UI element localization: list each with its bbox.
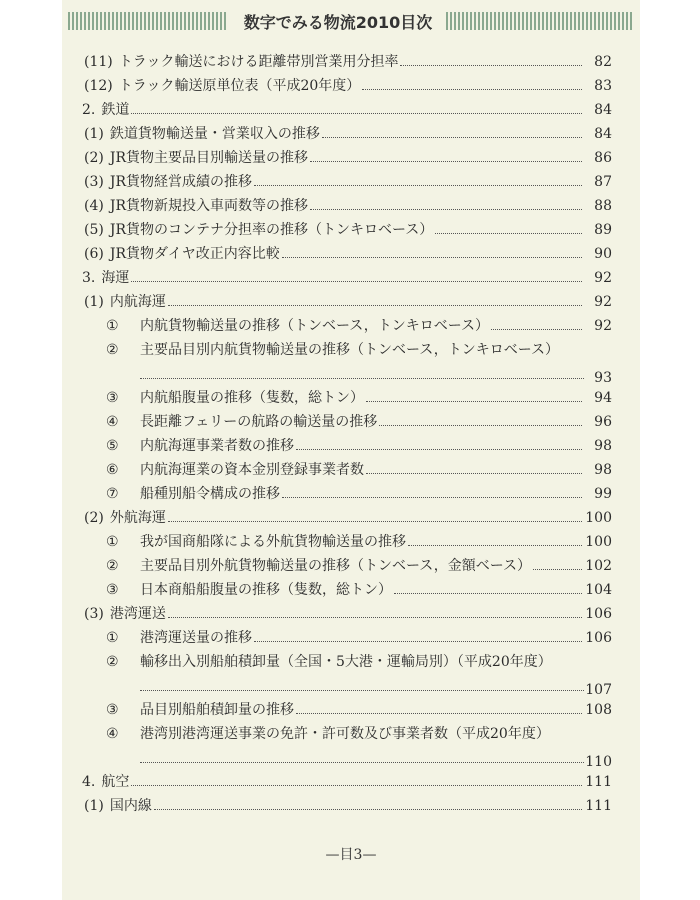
- toc-entry-number: 4.: [82, 774, 96, 790]
- toc-entry[interactable]: [62, 194, 640, 218]
- dot-leader: [282, 257, 582, 258]
- toc-entry-label: [106, 626, 252, 650]
- toc-entry[interactable]: [62, 338, 640, 386]
- toc-entry-label: [106, 410, 377, 434]
- toc-entry-number: (2): [84, 150, 104, 166]
- toc-entry-label: [106, 314, 489, 338]
- toc-entry-number: ⑥: [106, 462, 119, 478]
- toc-entry-page: 102: [585, 558, 612, 574]
- toc-entry-title: 主要品目別内航貨物輸送量の推移（トンベース，トンキロベース）: [140, 342, 560, 358]
- dot-leader: [131, 785, 582, 786]
- toc-entry-title: 鉄道: [101, 102, 130, 118]
- toc-entry-number: (1): [84, 294, 104, 310]
- toc-entry-page: 83: [594, 78, 612, 94]
- toc-entry[interactable]: [62, 410, 640, 434]
- toc-entry-title: 港湾運送量の推移: [140, 630, 252, 646]
- toc-entry-page: 94: [594, 390, 612, 406]
- toc-entry[interactable]: [62, 218, 640, 242]
- dot-leader: [400, 65, 582, 66]
- dot-leader: [140, 690, 584, 691]
- toc-entry-page: 111: [585, 774, 612, 790]
- toc-entry[interactable]: [62, 50, 640, 74]
- toc-entry-label: [82, 98, 129, 122]
- toc-entry-label: [82, 770, 129, 794]
- toc-entry-page: 93: [594, 370, 612, 386]
- toc-entry-title: 日本商船船腹量の推移（隻数，総トン）: [140, 582, 392, 598]
- toc-entry-number: ②: [106, 558, 119, 574]
- toc-entry-title: 内航貨物輸送量の推移（トンベース，トンキロベース）: [140, 318, 490, 334]
- toc-entry-number: ①: [106, 318, 119, 334]
- toc-entry-title: 主要品目別外航貨物輸送量の推移（トンベース，金額ベース）: [140, 558, 532, 574]
- toc-entry-page: 111: [585, 798, 612, 814]
- toc-entry-title: 内航海運事業者数の推移: [140, 438, 294, 454]
- toc-entry-page: 92: [594, 294, 612, 310]
- toc-entry-label: [106, 482, 280, 506]
- toc-entry-label: [84, 170, 252, 194]
- dot-leader: [491, 329, 582, 330]
- toc-entry-number: (11): [84, 54, 113, 70]
- toc-entry[interactable]: [62, 794, 640, 818]
- toc-entry[interactable]: [62, 314, 640, 338]
- toc-entry[interactable]: [62, 530, 640, 554]
- dot-leader: [154, 809, 582, 810]
- toc-entry-page: 90: [594, 246, 612, 262]
- toc-entry[interactable]: [62, 122, 640, 146]
- toc-entry-number: (6): [84, 246, 104, 262]
- toc-entry-number: (12): [84, 78, 113, 94]
- toc-entry-number: (1): [84, 126, 104, 142]
- toc-entry-title: JR貨物主要品目別輸送量の推移: [109, 150, 308, 166]
- toc-entry-title: 長距離フェリーの航路の輸送量の推移: [140, 414, 378, 430]
- toc-entry-page: 87: [594, 174, 612, 190]
- toc-entry-title: 海運: [101, 270, 130, 286]
- dot-leader: [254, 185, 582, 186]
- toc-entry-title: 内航海運: [109, 294, 166, 310]
- table-of-contents: [62, 50, 640, 818]
- dot-leader: [168, 521, 582, 522]
- toc-entry-title: 輸移出入別船舶積卸量（全国・5大港・運輸局別）（平成20年度）: [140, 654, 552, 670]
- toc-entry-title: 船種別船令構成の推移: [140, 486, 280, 502]
- toc-entry-number: (1): [84, 798, 104, 814]
- toc-entry[interactable]: [62, 74, 640, 98]
- dot-leader: [131, 281, 582, 282]
- toc-entry-number: (4): [84, 198, 104, 214]
- toc-entry-page: 99: [594, 486, 612, 502]
- toc-entry-title: 内航海運業の資本金別登録事業者数: [140, 462, 364, 478]
- dot-leader: [379, 425, 582, 426]
- toc-entry-page: 110: [585, 754, 612, 770]
- toc-entry-number: ③: [106, 390, 119, 406]
- toc-entry-number: (5): [84, 222, 104, 238]
- dot-leader: [322, 137, 582, 138]
- toc-entry[interactable]: [62, 698, 640, 722]
- toc-entry-label: [84, 602, 166, 626]
- toc-entry[interactable]: [62, 290, 640, 314]
- toc-entry-title: JR貨物のコンテナ分担率の推移（トンキロベース）: [109, 222, 434, 238]
- page-title: 数字でみる物流2010目次: [243, 13, 433, 32]
- header-stripes-right: [446, 12, 634, 30]
- toc-entry-title: JR貨物ダイヤ改正内容比較: [109, 246, 280, 262]
- toc-entry-title: JR貨物経営成績の推移: [109, 174, 252, 190]
- toc-entry-title: 我が国商船隊による外航貨物輸送量の推移: [140, 534, 406, 550]
- toc-entry-label: [106, 434, 294, 458]
- toc-entry-number: 2.: [82, 102, 96, 118]
- dot-leader: [533, 569, 582, 570]
- toc-entry-number: ③: [106, 702, 119, 718]
- dot-leader: [168, 305, 582, 306]
- toc-entry-title: 港湾別港湾運送事業の免許・許可数及び事業者数（平成20年度）: [140, 726, 550, 742]
- toc-entry[interactable]: [62, 722, 640, 770]
- toc-entry-label: [84, 194, 308, 218]
- toc-entry-number: ④: [106, 726, 119, 742]
- toc-entry-page: 108: [585, 702, 612, 718]
- toc-entry-label: [84, 506, 166, 530]
- dot-leader: [296, 713, 582, 714]
- toc-entry-number: (2): [84, 510, 104, 526]
- toc-entry-title: トラック輸送原単位表（平成20年度）: [118, 78, 361, 94]
- dot-leader: [362, 89, 582, 90]
- toc-entry[interactable]: [62, 506, 640, 530]
- page-header: [62, 8, 640, 36]
- toc-entry-label: [84, 218, 433, 242]
- toc-entry-label: [84, 50, 398, 74]
- toc-entry[interactable]: [62, 458, 640, 482]
- toc-entry[interactable]: [62, 386, 640, 410]
- toc-entry-page: 82: [594, 54, 612, 70]
- toc-entry-number: ④: [106, 414, 119, 430]
- toc-entry-label: [106, 578, 392, 602]
- toc-entry-number: ②: [106, 342, 119, 358]
- page-number-footer: —目3—: [325, 847, 377, 863]
- toc-entry[interactable]: [62, 578, 640, 602]
- toc-entry-page: 104: [585, 582, 612, 598]
- toc-entry[interactable]: [62, 170, 640, 194]
- dot-leader: [282, 497, 582, 498]
- toc-entry-page: 96: [594, 414, 612, 430]
- toc-entry-label: [84, 242, 280, 266]
- toc-entry-title: JR貨物新規投入車両数等の推移: [109, 198, 308, 214]
- toc-entry-label: [84, 122, 320, 146]
- toc-entry-number: ③: [106, 582, 119, 598]
- toc-entry-title: 港湾運送: [109, 606, 166, 622]
- dot-leader: [296, 449, 582, 450]
- toc-entry-page: 84: [594, 102, 612, 118]
- toc-entry-page: 106: [585, 606, 612, 622]
- toc-entry[interactable]: [62, 602, 640, 626]
- toc-entry-number: ②: [106, 654, 119, 670]
- toc-entry[interactable]: [62, 650, 640, 698]
- toc-entry[interactable]: [62, 482, 640, 506]
- toc-entry-page: 89: [594, 222, 612, 238]
- dot-leader: [310, 209, 582, 210]
- toc-entry-title: 品目別船舶積卸量の推移: [140, 702, 294, 718]
- header-stripes-left: [68, 12, 228, 30]
- toc-entry-page: 84: [594, 126, 612, 142]
- toc-entry[interactable]: [62, 554, 640, 578]
- toc-entry-page: 98: [594, 438, 612, 454]
- toc-entry-number: (3): [84, 606, 104, 622]
- toc-entry-label: [106, 530, 406, 554]
- dot-leader: [131, 113, 582, 114]
- toc-entry-label: [84, 290, 166, 314]
- toc-entry[interactable]: [62, 146, 640, 170]
- dot-leader: [366, 473, 582, 474]
- toc-entry-number: (3): [84, 174, 104, 190]
- document-page: [62, 0, 640, 900]
- toc-entry-title: 鉄道貨物輸送量・営業収入の推移: [109, 126, 320, 142]
- toc-entry-title: 国内線: [109, 798, 152, 814]
- toc-entry-label: [82, 266, 129, 290]
- toc-entry-number: ⑦: [106, 486, 119, 502]
- dot-leader: [394, 593, 582, 594]
- toc-entry-number: ⑤: [106, 438, 119, 454]
- toc-entry-page: 107: [585, 682, 612, 698]
- dot-leader: [408, 545, 582, 546]
- dot-leader: [140, 378, 584, 379]
- toc-entry[interactable]: [62, 626, 640, 650]
- dot-leader: [140, 762, 584, 763]
- toc-entry-page: 100: [585, 510, 612, 526]
- toc-entry-label: [106, 458, 364, 482]
- toc-entry-number: ①: [106, 534, 119, 550]
- toc-entry-page: 98: [594, 462, 612, 478]
- dot-leader: [366, 401, 582, 402]
- dot-leader: [168, 617, 582, 618]
- toc-entry-label: [84, 146, 308, 170]
- toc-entry-title: 外航海運: [109, 510, 166, 526]
- dot-leader: [435, 233, 582, 234]
- toc-entry-page: 86: [594, 150, 612, 166]
- toc-entry-page: 100: [585, 534, 612, 550]
- toc-entry-page: 92: [594, 270, 612, 286]
- toc-entry[interactable]: [62, 242, 640, 266]
- dot-leader: [254, 641, 582, 642]
- toc-entry-title: トラック輸送における距離帯別営業用分担率: [118, 54, 399, 70]
- toc-entry-page: 106: [585, 630, 612, 646]
- toc-entry[interactable]: [62, 770, 640, 794]
- toc-entry[interactable]: [62, 266, 640, 290]
- toc-entry-label: [84, 74, 360, 98]
- toc-entry-label: [106, 386, 364, 410]
- toc-entry-number: ①: [106, 630, 119, 646]
- toc-entry-title: 内航船腹量の推移（隻数，総トン）: [140, 390, 364, 406]
- toc-entry[interactable]: [62, 98, 640, 122]
- toc-entry-label: [106, 554, 531, 578]
- dot-leader: [310, 161, 582, 162]
- toc-entry-label: [84, 794, 152, 818]
- toc-entry-page: 92: [594, 318, 612, 334]
- toc-entry-title: 航空: [101, 774, 130, 790]
- toc-entry[interactable]: [62, 434, 640, 458]
- toc-entry-page: 88: [594, 198, 612, 214]
- toc-entry-number: 3.: [82, 270, 96, 286]
- toc-entry-label: [106, 698, 294, 722]
